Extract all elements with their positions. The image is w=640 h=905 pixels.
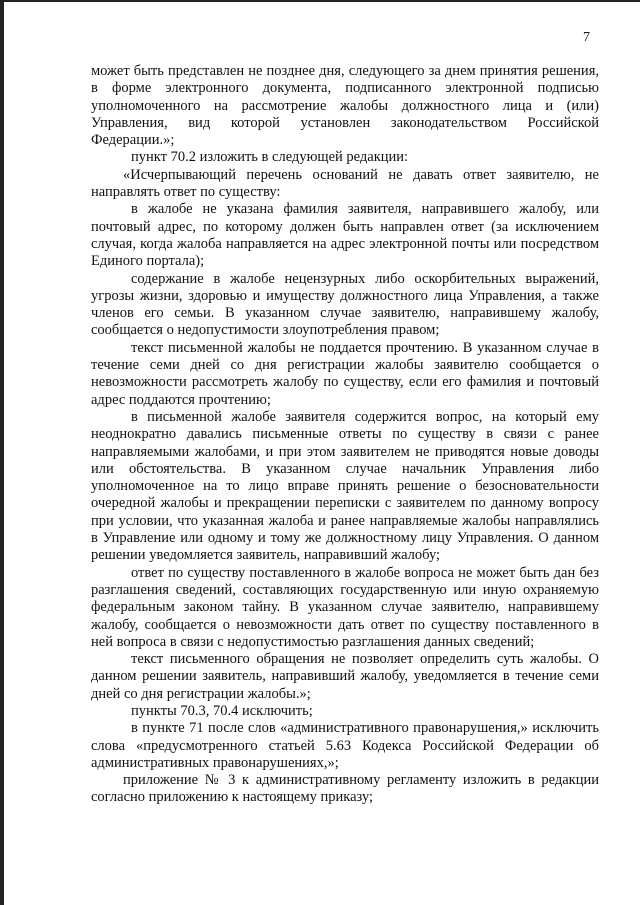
page-number: 7: [583, 30, 590, 45]
paragraph-items-excluded: пункты 70.3, 70.4 исключить;: [131, 702, 313, 719]
scan-edge-left: [0, 0, 4, 905]
paragraph-ground-2: содержание в жалобе нецензурных либо оскорбительных выражений, угрозы жизни, здоровью и имуществу должностного лица Управления, а также членов его семьи. В указанном случае заявителю, направившему жалобу, сообщается о недопустимости злоупотребления правом;: [91, 270, 599, 339]
document-body: [91, 63, 599, 807]
paragraph-ground-4: в письменной жалобе заявителя содержится вопрос, на который ему неоднократно давались письменные ответы по существу в связи с ранее направляемыми жалобами, и при этом заявителем не приводятся новые доводы или обстоятельства. В указанном случае начальник Управления либо уполномоченное на то лицо вправе принять решение о безосновательности очередной жалобы и прекращении переписки с заявителем по данному вопросу при условии, что указанная жалоба и ранее направляемые жалобы направлялись в Управление или одному и тому же должностному лицу Управления. О данном решении уведомляется заявитель, направивший жалобу;: [91, 408, 599, 564]
paragraph-item-70-2: пункт 70.2 изложить в следующей редакции:: [131, 149, 409, 166]
paragraph-item-71: в пункте 71 после слов «административного правонарушения,» исключить слова «предусмотренного статьей 5.63 Кодекса Российской Федерации об административных правонарушениях,»;: [91, 720, 599, 771]
paragraph-quote-start: «Исчерпывающий перечень оснований не давать ответ заявителю, не направлять ответ по существу:: [91, 166, 599, 201]
paragraph-ground-1: в жалобе не указана фамилия заявителя, направившего жалобу, или почтовый адрес, по которому должен быть направлен ответ (за исключением случая, когда жалоба направляется на адрес электронной почты или посредством Единого портала);: [91, 201, 599, 270]
paragraph-appendix-3: приложение № 3 к административному регламенту изложить в редакции согласно приложению к настоящему приказу;: [91, 772, 599, 806]
scan-edge-top: [0, 0, 640, 2]
paragraph-ground-3: текст письменной жалобы не поддается прочтению. В указанном случае в течение семи дней со дня регистрации жалобы заявителю сообщается о невозможности рассмотреть жалобу по существу, если его фамилия и почтовый адрес поддаются прочтению;: [91, 339, 599, 408]
paragraph-ground-5: ответ по существу поставленного в жалобе вопроса не может быть дан без разглашения сведений, составляющих государственную или иную охраняемую федеральным законом тайну. В указанном случае заявителю, направившему жалобу, сообщается о невозможности дать ответ по существу поставленного в ней вопроса в связи с недопустимостью разглашения данных сведений;: [91, 564, 599, 650]
paragraph-continuation: может быть представлен не позднее дня, следующего за днем принятия решения, в форме электронного документа, подписанного электронной подписью уполномоченного на рассмотрение жалобы должностного лица и (или) Управления, вид которой установлен законодательством Российской Федерации.»;: [91, 63, 599, 149]
paragraph-ground-6: текст письменного обращения не позволяет определить суть жалобы. О данном решении заявитель, направивший жалобу, уведомляется в течение семи дней со дня регистрации жалобы.»;: [91, 651, 599, 702]
